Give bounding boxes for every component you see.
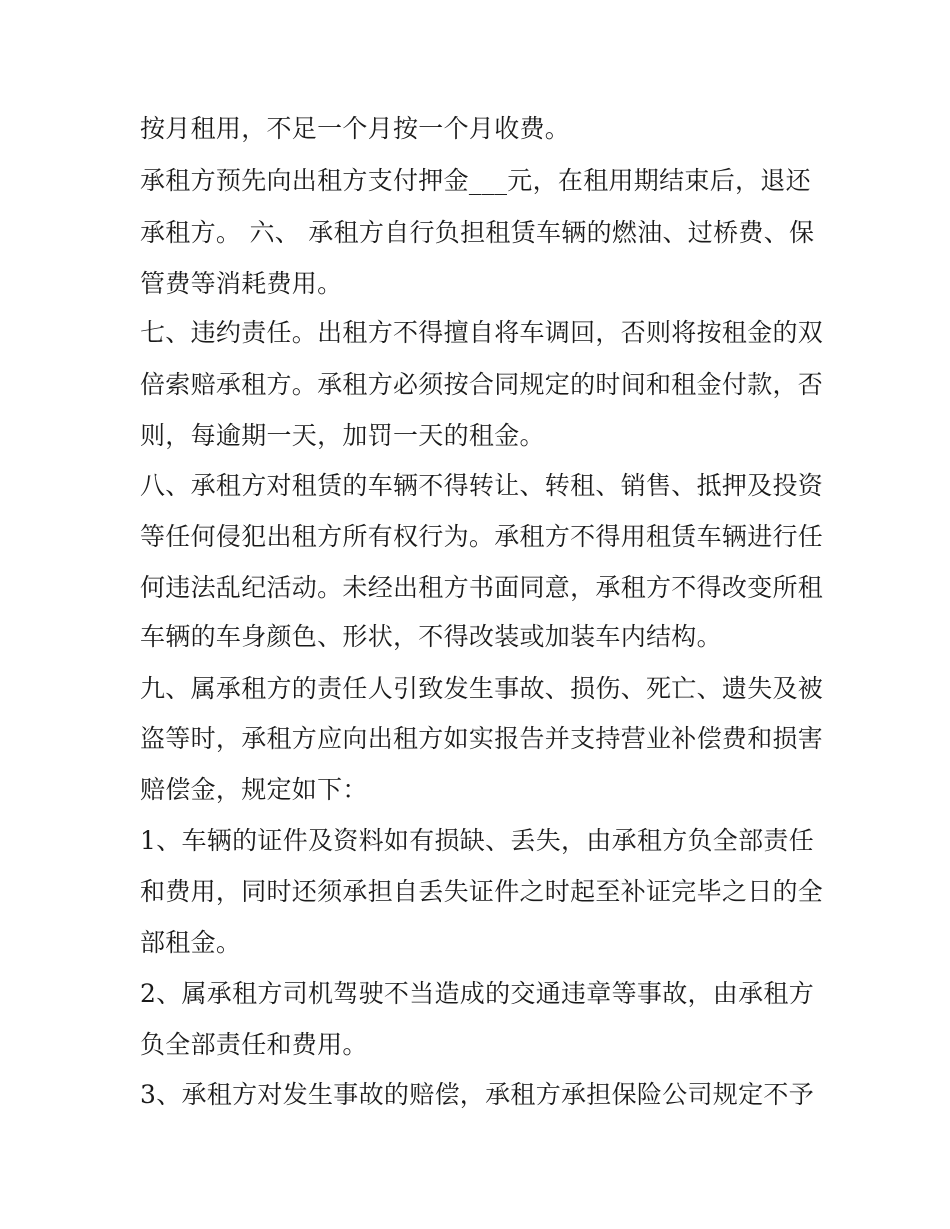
text-line: 部租金。 <box>140 928 242 957</box>
text-line: 等任何侵犯出租方所有权行为。承租方不得用租赁车辆进行任 <box>140 522 824 551</box>
text-line: 2、属承租方司机驾驶不当造成的交通违章等事故，由承租方 <box>140 979 815 1008</box>
text-line: 1、车辆的证件及资料如有损缺、丢失，由承租方负全部责任 <box>140 826 815 855</box>
text-line: 则，每逾期一天，加罚一天的租金。 <box>140 421 545 450</box>
text-line: 承租方。 六、 承租方自行负担租赁车辆的燃油、过桥费、保 <box>140 218 815 247</box>
text-line: 负全部责任和费用。 <box>140 1030 368 1059</box>
text-line: 车辆的车身颜色、形状，不得改装或加装车内结构。 <box>140 622 722 651</box>
text-line: 3、承租方对发生事故的赔偿，承租方承担保险公司规定不予 <box>140 1080 815 1109</box>
text-line: 倍索赔承租方。承租方必须按合同规定的时间和租金付款，否 <box>140 370 824 399</box>
text-line: 八、承租方对租赁的车辆不得转让、转租、销售、抵押及投资 <box>140 471 824 500</box>
text-line: 赔偿金，规定如下： <box>140 775 368 804</box>
text-line: 何违法乱纪活动。未经出租方书面同意，承租方不得改变所租 <box>140 573 824 602</box>
text-line: 七、违约责任。出租方不得擅自将车调回，否则将按租金的双 <box>140 318 824 347</box>
text-line: 按月租用，不足一个月按一个月收费。 <box>140 114 571 143</box>
text-line: 盗等时，承租方应向出租方如实报告并支持营业补偿费和损害 <box>140 724 824 753</box>
text-line: 承租方预先向出租方支付押金___元，在租用期结束后，退还 <box>140 166 811 195</box>
text-line: 管费等消耗费用。 <box>140 269 343 298</box>
text-line: 和费用，同时还须承担自丢失证件之时起至补证完毕之日的全 <box>140 877 824 906</box>
text-line: 九、属承租方的责任人引致发生事故、损伤、死亡、遗失及被 <box>140 674 824 703</box>
